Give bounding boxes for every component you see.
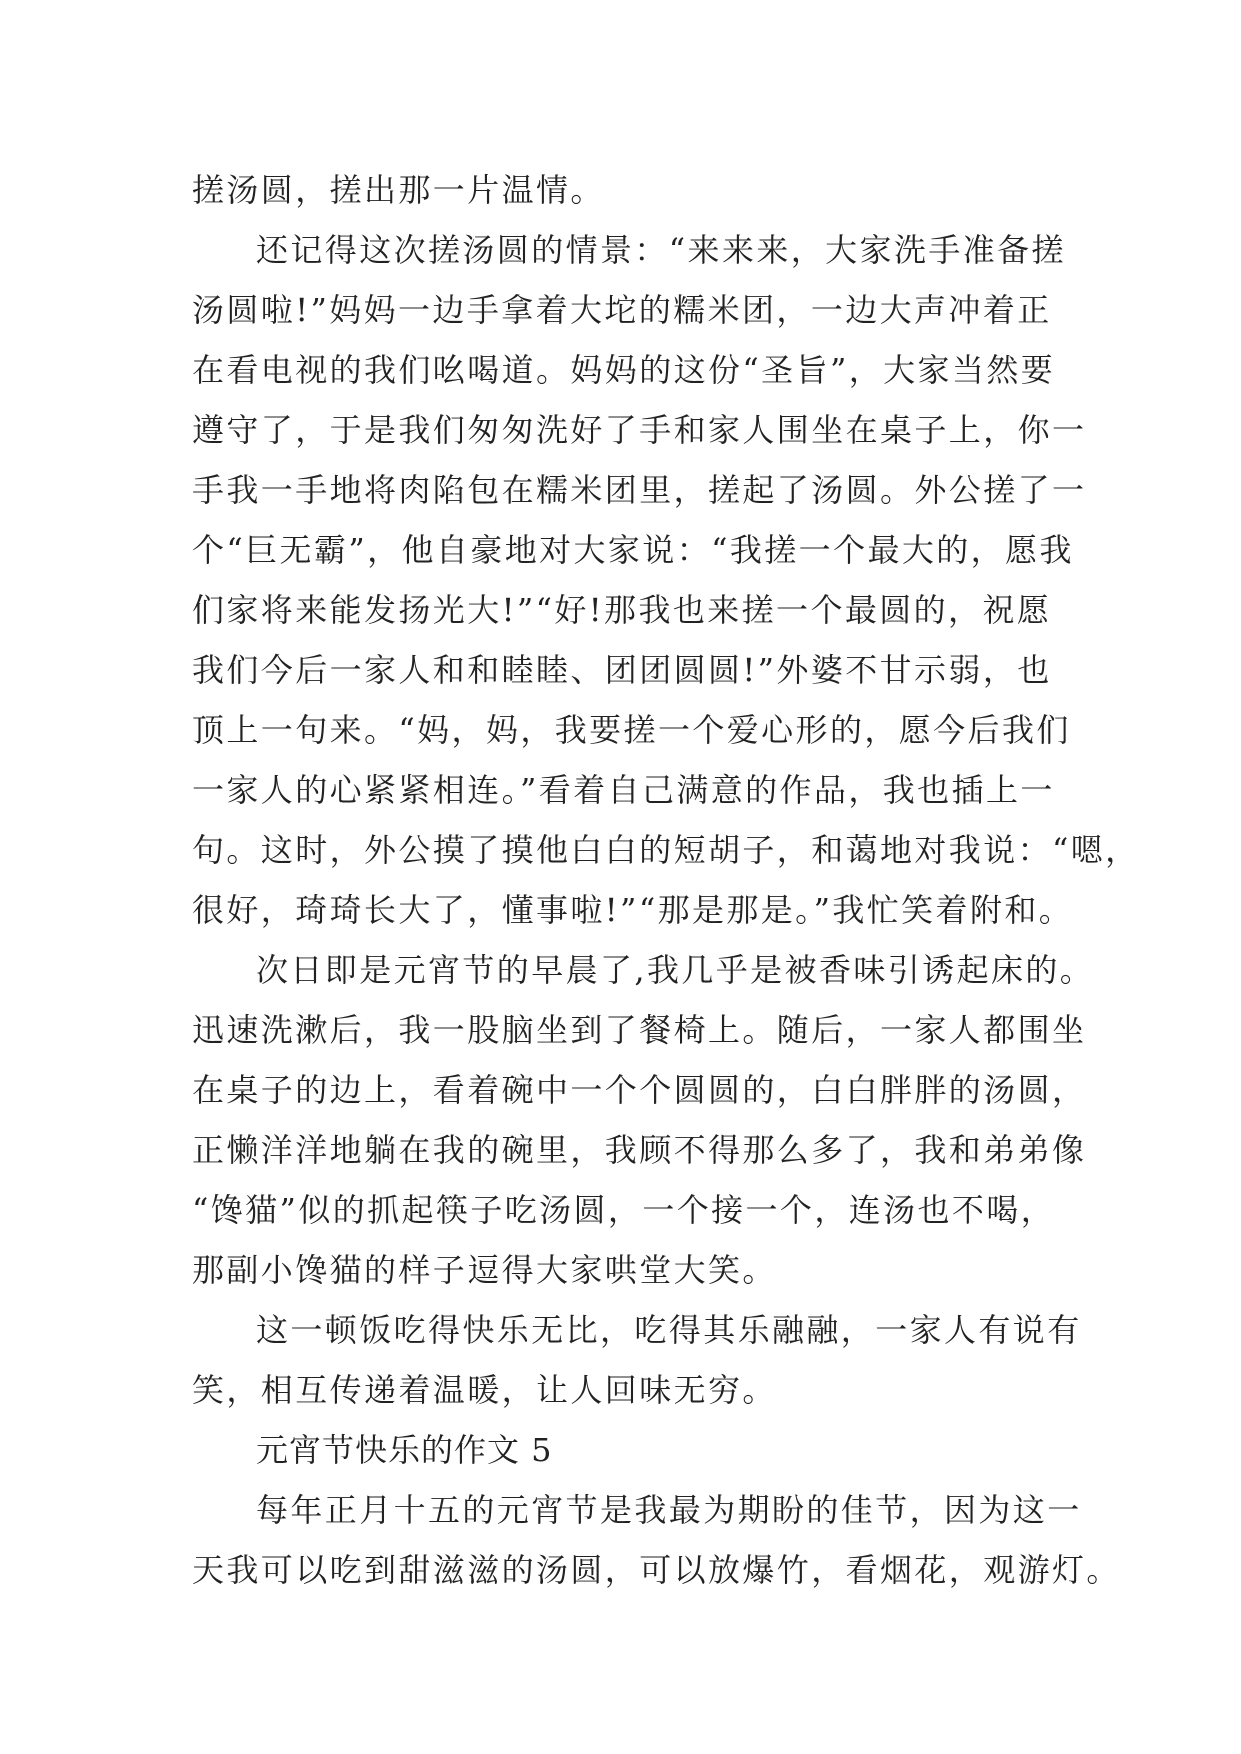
text-line: 在桌子的边上，看着碗中一个个圆圆的，白白胖胖的汤圆， (192, 1071, 1087, 1109)
text-line: 汤圆啦!”妈妈一边手拿着大坨的糯米团，一边大声冲着正 (192, 291, 1052, 329)
text-line: 天我可以吃到甜滋滋的汤圆，可以放爆竹，看烟花，观游灯。 (192, 1551, 1121, 1589)
text-line: 顶上一句来。“妈，妈，我要搓一个爱心形的，愿今后我们 (192, 711, 1071, 749)
text-line: 那副小馋猫的样子逗得大家哄堂大笑。 (192, 1251, 777, 1289)
text-line: 迅速洗漱后，我一股脑坐到了餐椅上。随后，一家人都围坐 (192, 1011, 1087, 1049)
text-line: 搓汤圆，搓出那一片温情。 (192, 171, 605, 209)
text-line: “馋猫”似的抓起筷子吃汤圆，一个接一个，连汤也不喝， (192, 1191, 1056, 1229)
paragraph-start-line: 次日即是元宵节的早晨了,我几乎是被香味引诱起床的。 (256, 951, 1095, 989)
text-line: 一家人的心紧紧相连。”看着自己满意的作品，我也插上一 (192, 771, 1055, 809)
text-line: 手我一手地将肉陷包在糯米团里，搓起了汤圆。外公搓了一 (192, 471, 1087, 509)
essay-body (192, 160, 1140, 1600)
text-line: 个“巨无霸”，他自豪地对大家说：“我搓一个最大的，愿我 (192, 531, 1074, 569)
text-line: 很好，琦琦长大了，懂事啦!”“那是那是。”我忙笑着附和。 (192, 891, 1074, 929)
text-line: 正懒洋洋地躺在我的碗里，我顾不得那么多了，我和弟弟像 (192, 1131, 1087, 1169)
paragraph-start-line: 还记得这次搓汤圆的情景：“来来来，大家洗手准备搓 (256, 231, 1066, 269)
text-line: 在看电视的我们吆喝道。妈妈的这份“圣旨”，大家当然要 (192, 351, 1056, 389)
text-line: 遵守了，于是我们匆匆洗好了手和家人围坐在桌子上，你一 (192, 411, 1087, 449)
section-heading: 元宵节快乐的作文 5 (256, 1431, 553, 1469)
text-line: 句。这时，外公摸了摸他白白的短胡子，和蔼地对我说：“嗯， (192, 831, 1140, 869)
text-line: 笑，相互传递着温暖，让人回味无穷。 (192, 1371, 777, 1409)
text-line: 们家将来能发扬光大!”“好!那我也来搓一个最圆的，祝愿 (192, 591, 1052, 629)
paragraph-start-line: 这一顿饭吃得快乐无比，吃得其乐融融，一家人有说有 (256, 1311, 1082, 1349)
text-line: 我们今后一家人和和睦睦、团团圆圆!”外婆不甘示弱，也 (192, 651, 1052, 689)
paragraph-start-line: 每年正月十五的元宵节是我最为期盼的佳节，因为这一 (256, 1491, 1082, 1529)
